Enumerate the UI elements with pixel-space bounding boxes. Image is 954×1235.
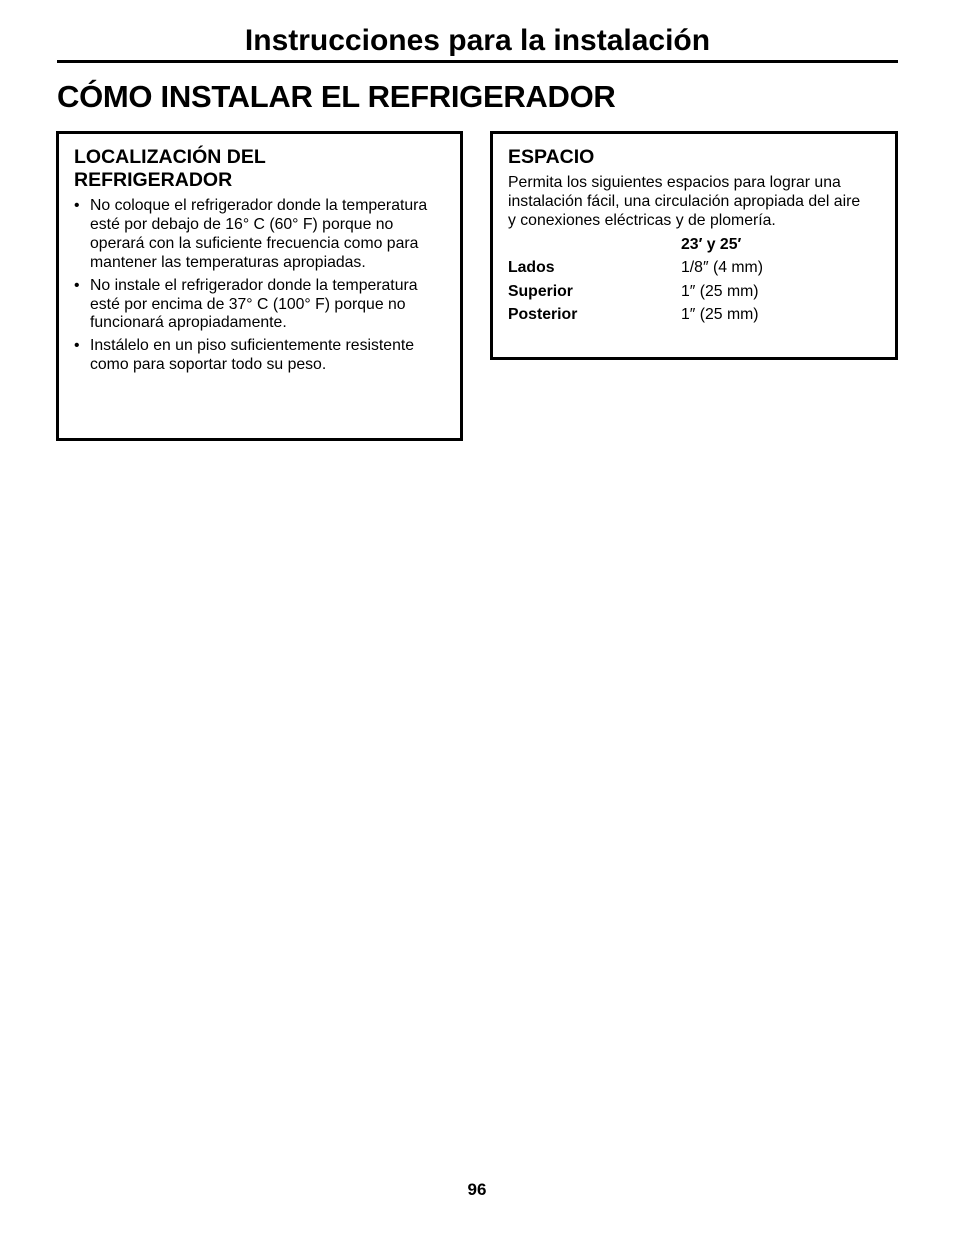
bullet-icon: • — [74, 197, 80, 214]
list-item — [74, 337, 446, 375]
row-label: Posterior — [508, 306, 578, 324]
row-label: Lados — [508, 259, 555, 277]
location-bullet-list — [74, 197, 446, 375]
location-heading-line2: REFRIGERADOR — [74, 169, 233, 191]
model-size-header: 23′ y 25′ — [681, 235, 742, 253]
table-header-empty — [508, 233, 681, 257]
bullet-icon: • — [74, 276, 80, 294]
bullet-icon: • — [74, 337, 80, 355]
clearance-panel — [490, 131, 898, 360]
list-item-text: No instale el refrigerador donde la temperatura esté por encima de 37° C (100° F) porque no funcionará apropiadamente. — [90, 276, 418, 332]
clearance-table — [508, 233, 763, 327]
table-header-row — [508, 233, 763, 257]
list-item — [74, 197, 446, 273]
row-value: 1″ (25 mm) — [681, 282, 759, 300]
clearance-panel-heading: ESPACIO — [508, 146, 595, 168]
location-panel-heading — [74, 146, 446, 192]
page-number: 96 — [467, 1180, 487, 1199]
list-item-text: Instálelo en un piso suficientemente resistente como para soportar todo su peso. — [90, 337, 415, 374]
page-title: CÓMO INSTALAR EL REFRIGERADOR — [57, 79, 616, 114]
table-row — [508, 256, 763, 280]
section-title: Instrucciones para la instalación — [244, 24, 711, 57]
location-heading-line1: LOCALIZACIÓN DEL — [74, 146, 266, 168]
row-value: 1/8″ (4 mm) — [681, 259, 763, 277]
location-panel — [56, 131, 463, 441]
clearance-intro: Permita los siguientes espacios para lograr una instalación fácil, una circulación apropiada del aire y conexiones eléctricas y de plomería. — [508, 174, 861, 229]
table-row — [508, 280, 763, 304]
row-value: 1″ (25 mm) — [681, 306, 759, 324]
row-label: Superior — [508, 282, 573, 300]
section-header — [57, 22, 898, 63]
table-row — [508, 303, 763, 327]
list-item-text: No coloque el refrigerador donde la temperatura esté por debajo de 16° C (60° F) porque no operará con la suficiente frecuencia como para mantener las temperaturas apropiadas. — [90, 197, 428, 271]
list-item — [74, 277, 446, 334]
